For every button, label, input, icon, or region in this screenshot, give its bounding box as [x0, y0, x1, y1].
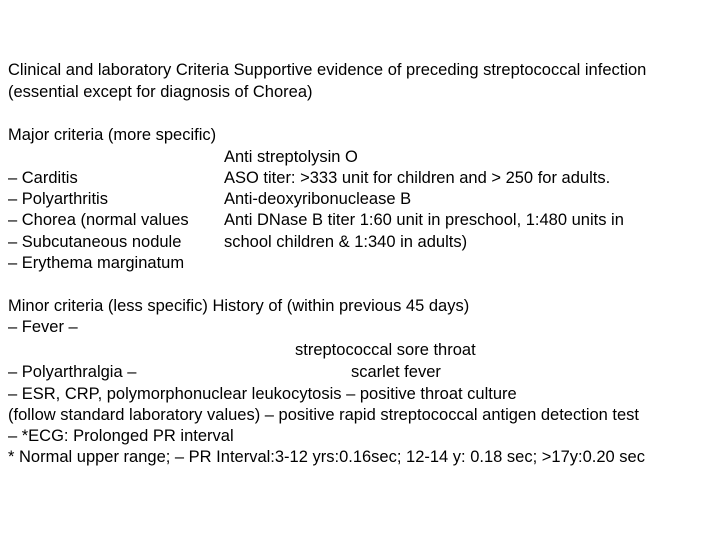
- minor-item-fever: – Fever –: [8, 318, 78, 336]
- major-item-polyarthritis: – Polyarthritis: [8, 190, 108, 208]
- header-line-2: (essential except for diagnosis of Chorea): [8, 83, 313, 101]
- supportive-line-aso-titer: ASO titer: >333 unit for children and > 250 for adults.: [224, 169, 611, 187]
- supportive-line-anti-dnase: Anti-deoxyribonuclease B: [224, 190, 412, 208]
- minor-item-scarlet-fever: scarlet fever: [351, 363, 441, 381]
- header-line-1: Clinical and laboratory Criteria Supportive evidence of preceding streptococcal infection: [8, 61, 647, 79]
- minor-item-follow-standard: (follow standard laboratory values) – positive rapid streptococcal antigen detection test: [8, 406, 640, 424]
- major-item-carditis: – Carditis: [8, 169, 78, 187]
- minor-item-ecg: – *ECG: Prolonged PR interval: [8, 427, 234, 445]
- minor-item-sore-throat: streptococcal sore throat: [295, 341, 476, 359]
- footnote: * Normal upper range; – PR Interval:3-12 yrs:0.16sec; 12-14 y: 0.18 sec; >17y:0.20 sec: [8, 448, 645, 466]
- supportive-line-aso: Anti streptolysin O: [224, 148, 358, 166]
- supportive-line-dnase-titer: Anti DNase B titer 1:60 unit in preschool, 1:480 units in: [224, 211, 624, 229]
- major-item-chorea: – Chorea (normal values: [8, 211, 189, 229]
- minor-item-esr: – ESR, CRP, polymorphonuclear leukocytosis – positive throat culture: [8, 385, 517, 403]
- major-item-subcutaneous-nodule: – Subcutaneous nodule: [8, 233, 182, 251]
- major-criteria-heading: Major criteria (more specific): [8, 126, 217, 144]
- minor-criteria-heading: Minor criteria (less specific) History of (within previous 45 days): [8, 297, 470, 315]
- supportive-line-school-children: school children & 1:340 in adults): [224, 233, 468, 251]
- major-item-erythema-marginatum: – Erythema marginatum: [8, 254, 185, 272]
- minor-item-polyarthralgia: – Polyarthralgia –: [8, 363, 137, 381]
